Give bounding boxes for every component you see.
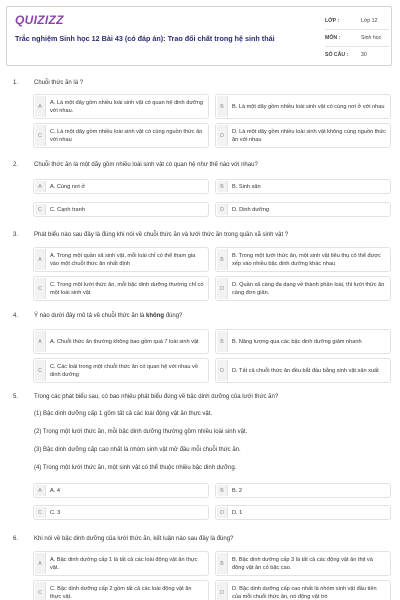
option-letter: B xyxy=(217,331,228,352)
option-letter: C xyxy=(35,360,46,381)
question-number: 2. xyxy=(13,162,19,168)
worksheet-meta xyxy=(325,13,389,63)
option-a[interactable] xyxy=(33,483,209,498)
option-d[interactable] xyxy=(215,580,391,600)
option-letter: A xyxy=(35,553,46,574)
option-text: C. Bậc dinh dưỡng cấp 2 gồm tất cả các loài động vật ăn thực vật. xyxy=(50,585,192,600)
statement-1: (1) Bậc dinh dưỡng cấp 1 gồm tất cả các loài động vật ăn thực vật. xyxy=(34,411,213,417)
question-text xyxy=(34,313,379,319)
option-d[interactable] xyxy=(215,276,391,301)
option-text: C. Là một dãy gồm nhiều loài sinh vật có cùng nguồn thức ăn với nhau xyxy=(50,128,203,143)
question-text: Chuỗi thức ăn là ? xyxy=(34,80,84,86)
question-number: 5. xyxy=(13,394,19,400)
option-c[interactable] xyxy=(33,202,209,217)
option-text: A. Trong một quần xã sinh vật, mỗi loài chỉ có thể tham gia vào một chuỗi thức ăn nhất định xyxy=(50,252,196,267)
option-text: D. 1 xyxy=(232,509,243,516)
option-a[interactable] xyxy=(33,94,209,119)
meta-row-class xyxy=(325,13,389,30)
question-number: 6. xyxy=(13,536,19,542)
option-d[interactable] xyxy=(215,202,391,217)
option-c[interactable] xyxy=(33,123,209,148)
option-letter: A xyxy=(35,181,46,192)
option-b[interactable] xyxy=(215,247,391,272)
meta-label: LỚP : xyxy=(325,18,340,24)
meta-label: SỐ CÂU : xyxy=(325,52,349,58)
option-text: D. Tất cả chuỗi thức ăn đều bắt đầu bằng sinh vật sản xuất xyxy=(232,367,379,374)
option-d[interactable] xyxy=(215,505,391,520)
option-text: C. Cạnh tranh xyxy=(50,206,85,213)
option-letter: C xyxy=(35,125,46,146)
option-letter: C xyxy=(35,278,46,299)
option-text: B. 2 xyxy=(232,487,242,494)
option-letter: D xyxy=(217,125,228,146)
question-text: Trong các phát biểu sau, có bao nhiêu phát biểu đúng về bậc dinh dưỡng của lưới thức ăn? xyxy=(34,394,279,400)
question-number: 4. xyxy=(13,313,19,319)
statement-4: (4) Trong một lưới thức ăn, một sinh vật có thể thuộc nhiều bậc dinh dưỡng. xyxy=(34,465,237,471)
option-text: D. Quần xã càng đa dạng về thành phần loài, thì lưới thức ăn càng đơn giản. xyxy=(232,281,385,296)
option-text: C. Trong một lưới thức ăn, mỗi bậc dinh dưỡng thường chỉ có một loài sinh vật xyxy=(50,281,204,296)
option-b[interactable] xyxy=(215,179,391,194)
option-c[interactable] xyxy=(33,358,209,383)
option-text: B. Bậc dinh dưỡng cấp 3 là tất cả các động vật ăn thịt và động vật ăn cỏ bậc cao. xyxy=(232,556,373,571)
option-letter: C xyxy=(35,582,46,600)
meta-value: 30 xyxy=(361,52,367,58)
option-letter: B xyxy=(217,96,228,117)
statement-3: (3) Bậc dinh dưỡng cấp cao nhất là nhóm sinh vật mở đầu mỗi chuỗi thức ăn. xyxy=(34,447,241,453)
meta-value: Lớp 12 xyxy=(361,18,378,24)
option-c[interactable] xyxy=(33,276,209,301)
option-b[interactable] xyxy=(215,94,391,119)
option-text: D. Dinh dưỡng xyxy=(232,206,269,213)
option-letter: A xyxy=(35,96,46,117)
option-text: A. Chuỗi thức ăn thường không bao gồm quá 7 loài sinh vật xyxy=(50,338,199,345)
option-text: C. Các loài trong một chuỗi thức ăn có quan hệ với nhau về dinh dưỡng xyxy=(50,363,198,378)
option-text: A. Bậc dinh dưỡng cấp 1 là tất cả các loài động vật ăn thực vật. xyxy=(50,556,198,571)
option-b[interactable] xyxy=(215,329,391,354)
option-a[interactable] xyxy=(33,247,209,272)
question-number: 3. xyxy=(13,232,19,238)
question-text-part: đúng? xyxy=(164,313,183,319)
option-letter: D xyxy=(217,204,228,215)
option-letter: C xyxy=(35,507,46,518)
option-text: A. Là một dãy gồm nhiều loài sinh vật có quan hệ dinh dưỡng với nhau. xyxy=(50,99,203,114)
option-text: B. Trong một lưới thức ăn, một sinh vật tiêu thụ có thể được xếp vào nhiều bậc dinh dưỡng khác nhau xyxy=(232,252,381,267)
option-letter: A xyxy=(35,249,46,270)
option-letter: D xyxy=(217,278,228,299)
meta-label: MÔN : xyxy=(325,35,341,41)
option-c[interactable] xyxy=(33,580,209,600)
option-b[interactable] xyxy=(215,551,391,576)
worksheet-header xyxy=(6,6,392,66)
meta-row-question-count xyxy=(325,47,389,63)
question-number: 1. xyxy=(13,80,19,86)
option-text: D. Là một dãy gồm nhiều loài sinh vật không cùng nguồn thức ăn với nhau xyxy=(232,128,386,143)
option-a[interactable] xyxy=(33,551,209,576)
option-letter: D xyxy=(217,507,228,518)
statement-2: (2) Trong một lưới thức ăn, mỗi bậc dinh dưỡng thường gồm nhiều loài sinh vật. xyxy=(34,429,248,435)
option-text: B. Sinh sản xyxy=(232,183,261,190)
option-text: C. 3 xyxy=(50,509,61,516)
question-text: Phát biểu nào sau đây là đúng khi nói về chuỗi thức ăn và lưới thức ăn trong quần xã sinh vật ? xyxy=(34,232,289,238)
meta-row-subject xyxy=(325,30,389,47)
option-letter: B xyxy=(217,485,228,496)
question-text: Khi nói về bậc dinh dưỡng của lưới thức ăn, kết luận nào sau đây là đúng? xyxy=(34,536,234,542)
worksheet-title: Trắc nghiệm Sinh học 12 Bài 43 (có đáp án): Trao đổi chất trong hệ sinh thái xyxy=(15,34,275,43)
option-letter: C xyxy=(35,204,46,215)
option-text: B. Là một dãy gồm nhiều loài sinh vật có cùng nơi ở với nhau xyxy=(232,103,385,110)
option-text: B. Năng lượng qua các bậc dinh dưỡng giảm nhanh xyxy=(232,338,362,345)
option-letter: D xyxy=(217,360,228,381)
question-text-part: Ý nào dưới đây mô tả về chuỗi thức ăn là xyxy=(34,313,147,319)
option-a[interactable] xyxy=(33,329,209,354)
option-d[interactable] xyxy=(215,123,391,148)
option-b[interactable] xyxy=(215,483,391,498)
meta-value: Sinh học xyxy=(361,35,382,41)
question-text-emphasis: không xyxy=(146,313,165,319)
option-c[interactable] xyxy=(33,505,209,520)
option-d[interactable] xyxy=(215,358,391,383)
option-letter: B xyxy=(217,181,228,192)
option-letter: B xyxy=(217,249,228,270)
option-text: A. 4 xyxy=(50,487,60,494)
option-a[interactable] xyxy=(33,179,209,194)
option-text: A. Cùng nơi ở xyxy=(50,183,86,190)
option-letter: D xyxy=(217,582,228,600)
question-text: Chuỗi thức ăn là một dãy gồm nhiều loài sinh vật có quan hệ như thế nào với nhau? xyxy=(34,162,258,168)
option-letter: A xyxy=(35,331,46,352)
quizizz-logo: QUIZIZZ xyxy=(15,13,64,27)
option-letter: A xyxy=(35,485,46,496)
option-text: D. Bậc dinh dưỡng cấp cao nhất là nhóm sinh vật đầu tiên của mỗi chuỗi thức ăn, nó động vật trò xyxy=(232,585,377,600)
option-letter: B xyxy=(217,553,228,574)
